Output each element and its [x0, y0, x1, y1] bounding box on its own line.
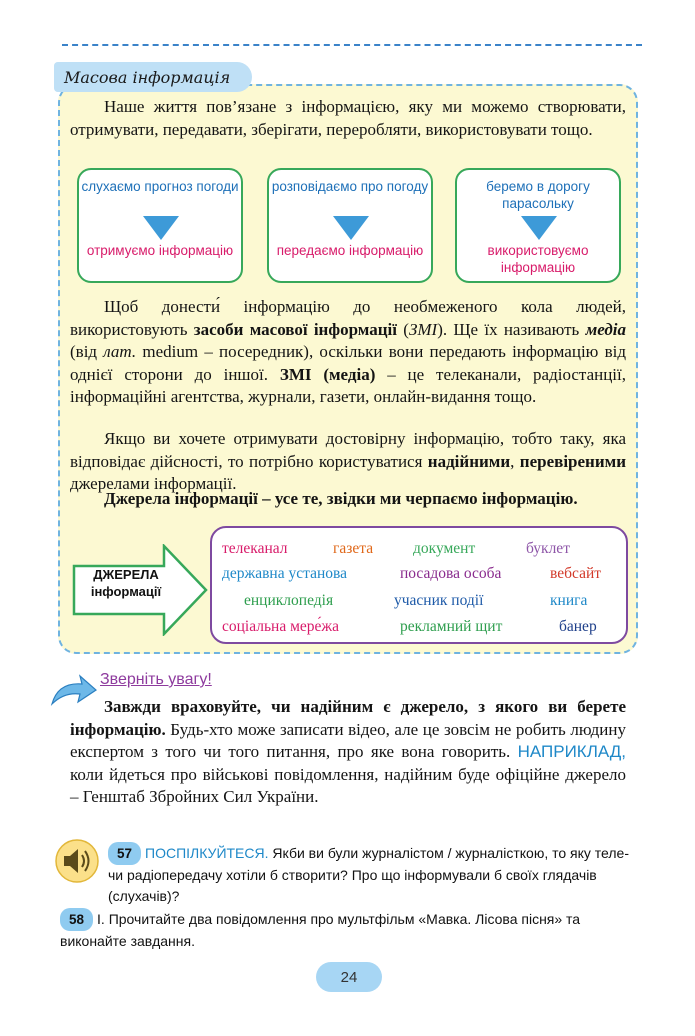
- source-word: рекламний щит: [400, 618, 503, 635]
- task-57: 57 ПОСПІЛКУЙТЕСЯ. Якби ви були журналістом / журналісткою, то яку теле- чи радіопередачу хотіли б створити? Про що інформували б своїх глядачів (слухачів)?: [108, 842, 638, 907]
- intro-paragraph: Наше життя пов’язане з інформацією, яку ми можемо створювати, отримувати, передавати, зберігати, переробляти, використовувати тощо.: [70, 97, 626, 139]
- arrow-down-icon: [521, 216, 557, 240]
- flow-card-forecast: [77, 168, 243, 283]
- top-dashed-rule: [62, 44, 642, 46]
- source-word: соціальна мере́жа: [222, 618, 340, 635]
- source-word: вебсайт: [550, 565, 602, 582]
- source-word: газета: [333, 540, 374, 557]
- section-title: Масова інформація: [54, 62, 252, 92]
- attention-title: Зверніть увагу!: [100, 671, 212, 688]
- task-58: 58 І. Прочитайте два повідомлення про мультфільм «Мавка. Лісова пісня» та виконайте завдання.: [60, 908, 638, 952]
- flow-bottom-text: використовуємо інформацію: [487, 243, 589, 275]
- flow-bottom-text: передаємо інформацію: [276, 243, 424, 258]
- arrow-down-icon: [143, 216, 179, 240]
- page-number: 24: [316, 962, 382, 992]
- sources-label: ДЖЕРЕЛА інформації: [90, 567, 162, 599]
- source-word: енциклопедія: [244, 592, 334, 609]
- source-word: посадова особа: [400, 565, 502, 582]
- source-word: банер: [559, 618, 597, 635]
- source-word: телеканал: [222, 540, 288, 557]
- flow-top-text: розповідаємо про погоду: [271, 179, 429, 194]
- source-word: буклет: [526, 540, 570, 557]
- flow-card-tell: [267, 168, 433, 283]
- flow-top-text: беремо в дорогу парасольку: [486, 179, 590, 211]
- sources-definition: Джерела інформації – усе те, звідки ми черпаємо інформацію.: [104, 489, 578, 508]
- attention-paragraph: Завжди враховуйте, чи надійним є джерело, з якого ви берете інформацію. Будь-хто може записати відео, але це зовсім не робить людину експертом з того чи того питання, про яке вона говорить. НАПРИКЛАД, коли йдеться про військові повідомлення, надійним буде офіційне джерело – Генштаб Збройних Сил України.: [70, 697, 626, 806]
- task-number-58: 58: [60, 908, 93, 931]
- media-definition-paragraph: Щоб донести́ інформацію до необмеженого кола людей, використовують засоби масової інформації (ЗМІ). Ще їх називають медіа (від лат. medium – посередник), оскільки вони передають інформацію від однієї сторони до іншої. ЗМІ (медіа) – це телеканали, радіостанції, інформаційні агентства, журнали, газети, онлайн-видання тощо.: [70, 297, 627, 406]
- source-word: державна установа: [222, 565, 347, 582]
- arrow-down-icon: [333, 216, 369, 240]
- reliable-sources-paragraph: Якщо ви хочете отримувати достовірну інформацію, тобто таку, яка відповідає дійсності, то потрібно користуватися надійними, перевіреними джерелами інформації.: [70, 429, 627, 493]
- flow-top-text: слухаємо прогноз погоди: [81, 179, 239, 194]
- source-word: документ: [413, 540, 476, 557]
- task-number-57: 57: [108, 842, 141, 865]
- flow-card-umbrella: [455, 168, 621, 283]
- flow-bottom-text: отримуємо інформацію: [86, 243, 234, 258]
- source-word: книга: [550, 592, 588, 609]
- source-word: учасник події: [394, 592, 484, 609]
- speaker-icon: [54, 838, 100, 884]
